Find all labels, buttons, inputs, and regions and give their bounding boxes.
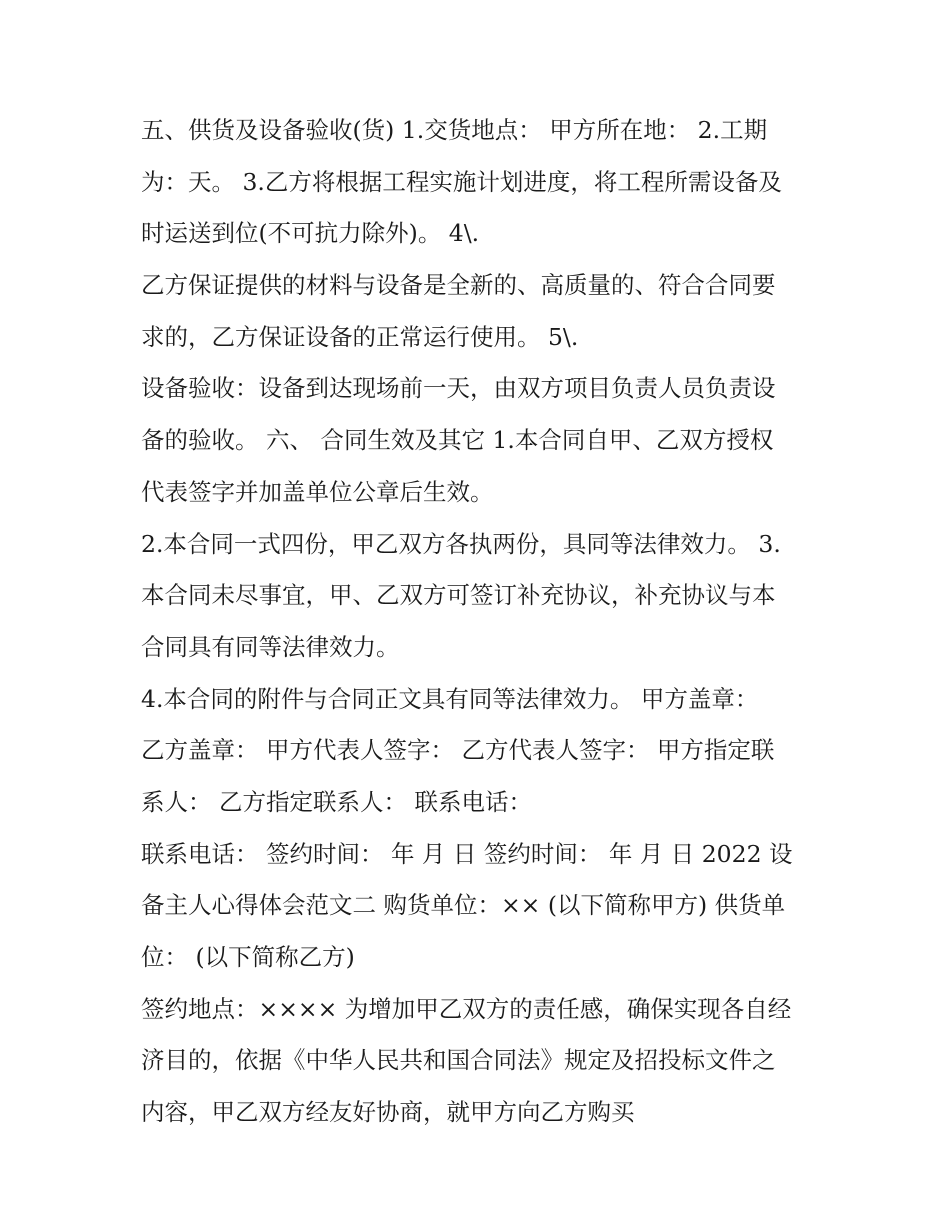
- text-line: 备的验收。 六、 合同生效及其它 1.本合同自甲、乙双方授权: [141, 426, 774, 455]
- text-line: 代表签字并加盖单位公章后生效。: [141, 477, 494, 506]
- text-line: 为：天。 3.乙方将根据工程实施计划进度，将工程所需设备及: [141, 167, 782, 196]
- text-line: 设备验收：设备到达现场前一天，由双方项目负责人员负责设: [141, 374, 776, 403]
- text-line: 乙方保证提供的材料与设备是全新的、高质量的、符合合同要: [141, 271, 776, 300]
- text-line: 济目的，依据《中华人民共和国合同法》规定及招投标文件之: [141, 1046, 776, 1075]
- contract-body-text: [141, 108, 821, 1142]
- text-line: 内容，甲乙双方经友好协商，就甲方向乙方购买: [141, 1098, 635, 1127]
- text-line: 合同具有同等法律效力。: [141, 632, 400, 661]
- text-line: 位： (以下简称乙方): [141, 943, 355, 971]
- text-line: 求的，乙方保证设备的正常运行使用。 5\.: [141, 322, 579, 351]
- text-line: 联系电话： 签约时间： 年 月 日 签约时间： 年 月 日 2022 设: [141, 839, 793, 868]
- text-line: 乙方盖章： 甲方代表人签字： 乙方代表人签字： 甲方指定联: [141, 736, 775, 765]
- text-line: 时运送到位(不可抗力除外)。 4\.: [141, 219, 480, 248]
- text-line: 2.本合同一式四份，甲乙双方各执两份，具同等法律效力。 3.: [141, 529, 781, 558]
- text-line: 系人： 乙方指定联系人： 联系电话：: [141, 787, 532, 816]
- text-line: 备主人心得体会范文二 购货单位：×× (以下简称甲方) 供货单: [141, 891, 786, 920]
- text-line: 本合同未尽事宜，甲、乙双方可签订补充协议，补充协议与本: [141, 581, 776, 610]
- text-line: 4.本合同的附件与合同正文具有同等法律效力。 甲方盖章：: [141, 684, 759, 713]
- text-line: 五、供货及设备验收(货) 1.交货地点： 甲方所在地： 2.工期: [141, 116, 768, 144]
- text-line: 签约地点：×××× 为增加甲乙双方的责任感，确保实现各自经: [141, 994, 792, 1023]
